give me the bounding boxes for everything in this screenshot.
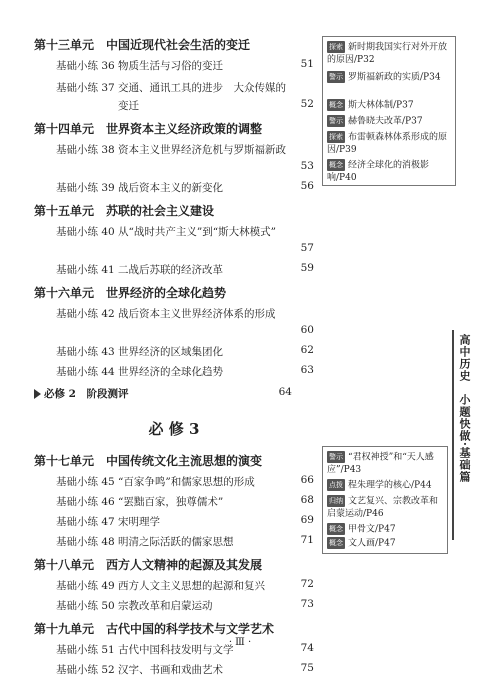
toc-item-continued[interactable]: 变迁 52 <box>118 98 314 112</box>
stage-test-item[interactable]: 必修 2 阶段测评 64 <box>34 386 292 401</box>
item-code: 基础小练 51 <box>56 644 115 656</box>
toc-item[interactable]: 基础小练 43 世界经济的区域集团化 62 <box>56 344 314 358</box>
unit-heading: 第十五单元 苏联的社会主义建设 <box>34 204 215 218</box>
toc-item[interactable]: 基础小练 41 二战后苏联的经济改革 59 <box>56 262 314 276</box>
spine-label <box>452 330 474 540</box>
toc-item[interactable]: 基础小练 37 交通、通讯工具的进步 大众传媒的 <box>56 82 286 94</box>
note-entry[interactable]: 点拨 程朱理学的核心/P44 <box>329 480 432 491</box>
item-title: 汉字、书画和戏曲艺术 <box>118 664 223 676</box>
note-entry[interactable]: 概念 甲骨文/P47 <box>329 524 396 535</box>
unit-heading: 第十七单元 中国传统文化主流思想的演变 <box>34 454 263 468</box>
note-entry[interactable]: 概念 经济全球化的消极影响/P40 <box>327 160 430 183</box>
item-page: 74 <box>300 642 314 654</box>
toc-item[interactable]: 基础小练 46 “罢黜百家，独尊儒术” 68 <box>56 494 314 508</box>
toc-item[interactable]: 基础小练 40 从“战时共产主义”到“斯大林模式” <box>56 226 276 238</box>
unit-heading: 第十九单元 古代中国的科学技术与文学艺术 <box>34 622 275 636</box>
toc-item[interactable]: 基础小练 49 西方人文主义思想的起源和复兴 72 <box>56 578 314 592</box>
page-number: · Ⅲ · <box>228 637 252 648</box>
toc-item[interactable]: 基础小练 36 物质生活与习俗的变迁 51 <box>56 58 314 72</box>
toc-item[interactable]: 基础小练 47 宋明理学 69 <box>56 514 314 528</box>
toc-item[interactable]: 基础小练 48 明清之际活跃的儒家思想 71 <box>56 534 314 548</box>
unit-heading: 第十六单元 世界经济的全球化趋势 <box>34 286 227 300</box>
sidebar-notes-2 <box>322 446 448 554</box>
note-entry[interactable]: 警示 赫鲁晓夫改革/P37 <box>329 116 423 127</box>
toc-item[interactable]: 基础小练 50 宗教改革和启蒙运动 73 <box>56 598 314 612</box>
note-entry[interactable]: 归纳 文艺复兴、宗教改革和启蒙运动/P46 <box>327 496 439 519</box>
note-entry[interactable]: 警示 “君权神授”和“天人感应”/P43 <box>327 452 434 475</box>
note-entry[interactable]: 探索 新时期我国实行对外开放的原因/P32 <box>327 42 448 65</box>
toc-item[interactable]: 基础小练 38 资本主义世界经济危机与罗斯福新政 <box>56 144 286 156</box>
toc-item[interactable] <box>56 662 314 677</box>
unit-heading: 第十八单元 西方人文精神的起源及其发展 <box>34 558 263 572</box>
item-page: 75 <box>300 662 314 674</box>
unit-heading: 第十四单元 世界资本主义经济政策的调整 <box>34 122 263 136</box>
spine-title: 高中历史 小题快做·基础篇 <box>458 334 471 483</box>
note-entry[interactable]: 概念 斯大林体制/P37 <box>329 100 414 111</box>
toc-item[interactable]: 基础小练 42 战后资本主义世界经济体系的形成 <box>56 308 276 320</box>
module-title: 必 修 3 <box>148 420 200 438</box>
unit-heading: 第十三单元 中国近现代社会生活的变迁 <box>34 38 251 52</box>
note-entry[interactable]: 概念 文人画/P47 <box>329 538 396 549</box>
toc-item[interactable]: 基础小练 39 战后资本主义的新变化 56 <box>56 180 314 194</box>
item-code: 基础小练 52 <box>56 664 115 676</box>
toc-item[interactable]: 基础小练 44 世界经济的全球化趋势 63 <box>56 364 314 378</box>
sidebar-notes-1 <box>322 36 456 186</box>
toc-item[interactable]: 基础小练 45 “百家争鸣”和儒家思想的形成 66 <box>56 474 314 488</box>
item-title: 古代中国科技发明与文学 <box>118 644 234 656</box>
note-entry[interactable]: 探索 布雷顿森林体系形成的原因/P39 <box>327 132 448 155</box>
note-entry[interactable]: 警示 罗斯福新政的实质/P34 <box>329 72 441 83</box>
triangle-marker-icon <box>34 389 41 399</box>
